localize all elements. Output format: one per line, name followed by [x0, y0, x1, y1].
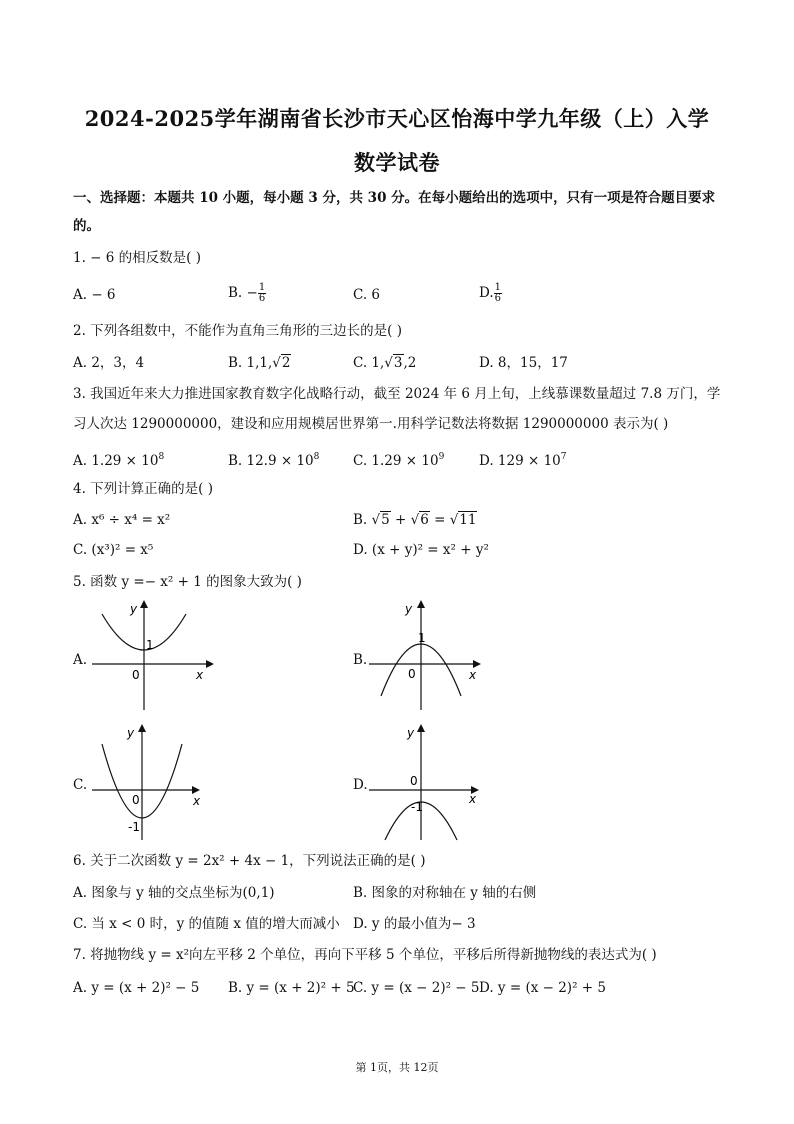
y-axis-label: y — [407, 726, 415, 740]
q6-option-d: D. y 的最小值为− 3 — [353, 916, 476, 932]
q1-option-b-num: 1 — [258, 282, 266, 293]
q4-option-b — [353, 511, 477, 529]
q2-option-d: D. 8，15，17 — [479, 355, 568, 371]
q6-option-a: A. 图象与 y 轴的交点坐标为(0,1) — [73, 885, 275, 901]
q6-option-c: C. 当 x < 0 时，y 的值随 x 值的增大而减小 — [73, 916, 340, 932]
q3-option-c-text: C. 1.29 × 10 — [353, 453, 439, 469]
q3-option-d-exp: 7 — [560, 452, 567, 462]
q2-option-b-prefix: B. 1,1,√ — [228, 355, 281, 371]
q4-option-b-r3: 11 — [459, 512, 477, 528]
q2-option-c — [353, 354, 416, 372]
q5-graph-d — [365, 722, 485, 842]
q1-option-b-den: 6 — [258, 293, 266, 304]
x-axis-label: x — [469, 668, 477, 682]
q4-option-b-mid: + √ — [390, 512, 420, 528]
origin-label: 0 — [132, 668, 140, 682]
q3-option-c — [353, 448, 444, 470]
q4-option-a: A. x⁶ ÷ x⁴ = x² — [73, 512, 171, 528]
q6-option-b: B. 图象的对称轴在 y 轴的右侧 — [353, 885, 537, 901]
y-axis-label: y — [127, 726, 135, 740]
q2-option-c-suffix: ,2 — [403, 355, 417, 371]
q1-option-d-num: 1 — [494, 282, 502, 293]
q3-option-d-text: D. 129 × 10 — [479, 453, 561, 469]
q3-stem-line2: 习人次达 1290000000，建设和应用规模居世界第一.用科学记数法将数据 1290000000 表示为( ) — [73, 416, 669, 432]
q5-option-b-label: B. — [353, 652, 368, 668]
y-arrow-icon — [138, 724, 146, 732]
q2-option-a: A. 2，3，4 — [73, 355, 145, 371]
y-axis-label: y — [405, 602, 413, 616]
q3-option-b — [228, 448, 319, 470]
q1-option-b-fraction — [258, 283, 266, 304]
section-heading-cont: 的。 — [73, 218, 100, 234]
q1-option-d-den: 6 — [494, 293, 502, 304]
q5-graph-c — [88, 722, 218, 842]
q1-option-a: A. − 6 — [73, 287, 116, 303]
q1-option-b — [228, 283, 266, 304]
q3-stem-line1: 3. 我国近年来大力推进国家教育数字化战略行动，截至 2024 年 6 月上旬，上线慕课数量超过 7.8 万门，学 — [73, 386, 721, 402]
q2-option-c-prefix: C. 1,√ — [353, 355, 393, 371]
q4-option-b-prefix: B. √ — [353, 512, 381, 528]
q7-option-a: A. y = (x + 2)² − 5 — [73, 980, 200, 996]
y-arrow-icon — [417, 724, 425, 732]
x-arrow-icon — [473, 660, 481, 668]
y-axis-label: y — [130, 602, 138, 616]
intercept-label: -1 — [128, 820, 140, 834]
document-title: 2024-2025学年湖南省长沙市天心区怡海中学九年级（上）入学 — [84, 106, 710, 131]
page-footer: 第 1页，共 12页 — [355, 1061, 439, 1074]
q4-option-d: D. (x + y)² = x² + y² — [353, 542, 489, 558]
document-subtitle: 数学试卷 — [354, 150, 440, 175]
q4-option-b-r2: 6 — [420, 512, 429, 528]
q3-option-a — [73, 448, 164, 470]
q3-option-c-exp: 9 — [438, 452, 445, 462]
q2-option-c-radicand: 3 — [393, 355, 403, 371]
q7-option-b: B. y = (x + 2)² + 5 — [228, 980, 355, 996]
q7-stem: 7. 将抛物线 y = x²向左平移 2 个单位，再向下平移 5 个单位，平移后所得新抛物线的表达式为( ) — [73, 947, 657, 963]
q5-option-c-label: C. — [73, 777, 88, 793]
origin-label: 0 — [410, 774, 418, 788]
q3-option-a-text: A. 1.29 × 10 — [73, 453, 159, 469]
q3-option-b-text: B. 12.9 × 10 — [228, 453, 314, 469]
q4-option-b-eq: = √ — [429, 512, 459, 528]
intercept-label: 1 — [146, 638, 154, 652]
q2-option-b — [228, 354, 291, 372]
q5-option-a-label: A. — [73, 652, 88, 668]
q4-stem: 4. 下列计算正确的是( ) — [73, 481, 213, 497]
q5-graph-a — [88, 598, 218, 714]
section-heading: 一、选择题：本题共 10 小题，每小题 3 分，共 30 分。在每小题给出的选项中，只有一项是符合题目要求 — [73, 190, 716, 206]
intercept-label: -1 — [411, 800, 423, 814]
q7-option-c: C. y = (x − 2)² − 5 — [353, 980, 480, 996]
q1-stem: 1. − 6 的相反数是( ) — [73, 250, 201, 266]
x-arrow-icon — [192, 786, 200, 794]
y-arrow-icon — [140, 600, 148, 608]
origin-label: 0 — [408, 667, 416, 681]
intercept-label: 1 — [418, 631, 426, 645]
x-axis-label: x — [193, 794, 201, 808]
origin-label: 0 — [132, 793, 140, 807]
q3-option-b-exp: 8 — [313, 452, 320, 462]
q1-option-c: C. 6 — [353, 287, 381, 303]
x-arrow-icon — [206, 660, 214, 668]
q1-option-d — [479, 283, 502, 304]
q4-option-b-r1: 5 — [381, 512, 390, 528]
q2-option-b-radicand: 2 — [281, 355, 291, 371]
q3-option-d — [479, 448, 567, 470]
q1-option-b-prefix: B. − — [228, 285, 258, 301]
q6-stem: 6. 关于二次函数 y = 2x² + 4x − 1，下列说法正确的是( ) — [73, 853, 426, 869]
x-axis-label: x — [196, 668, 204, 682]
y-arrow-icon — [417, 600, 425, 608]
q5-stem: 5. 函数 y =− x² + 1 的图象大致为( ) — [73, 574, 302, 590]
q2-stem: 2. 下列各组数中，不能作为直角三角形的三边长的是( ) — [73, 323, 402, 339]
x-axis-label: x — [469, 792, 477, 806]
q1-option-d-prefix: D. — [479, 285, 494, 301]
q3-option-a-exp: 8 — [158, 452, 165, 462]
q4-option-c: C. (x³)² = x⁵ — [73, 542, 154, 558]
q5-option-d-label: D. — [353, 777, 368, 793]
q7-option-d: D. y = (x − 2)² + 5 — [479, 980, 606, 996]
q5-graph-b — [365, 598, 485, 714]
q1-option-d-fraction — [494, 283, 502, 304]
